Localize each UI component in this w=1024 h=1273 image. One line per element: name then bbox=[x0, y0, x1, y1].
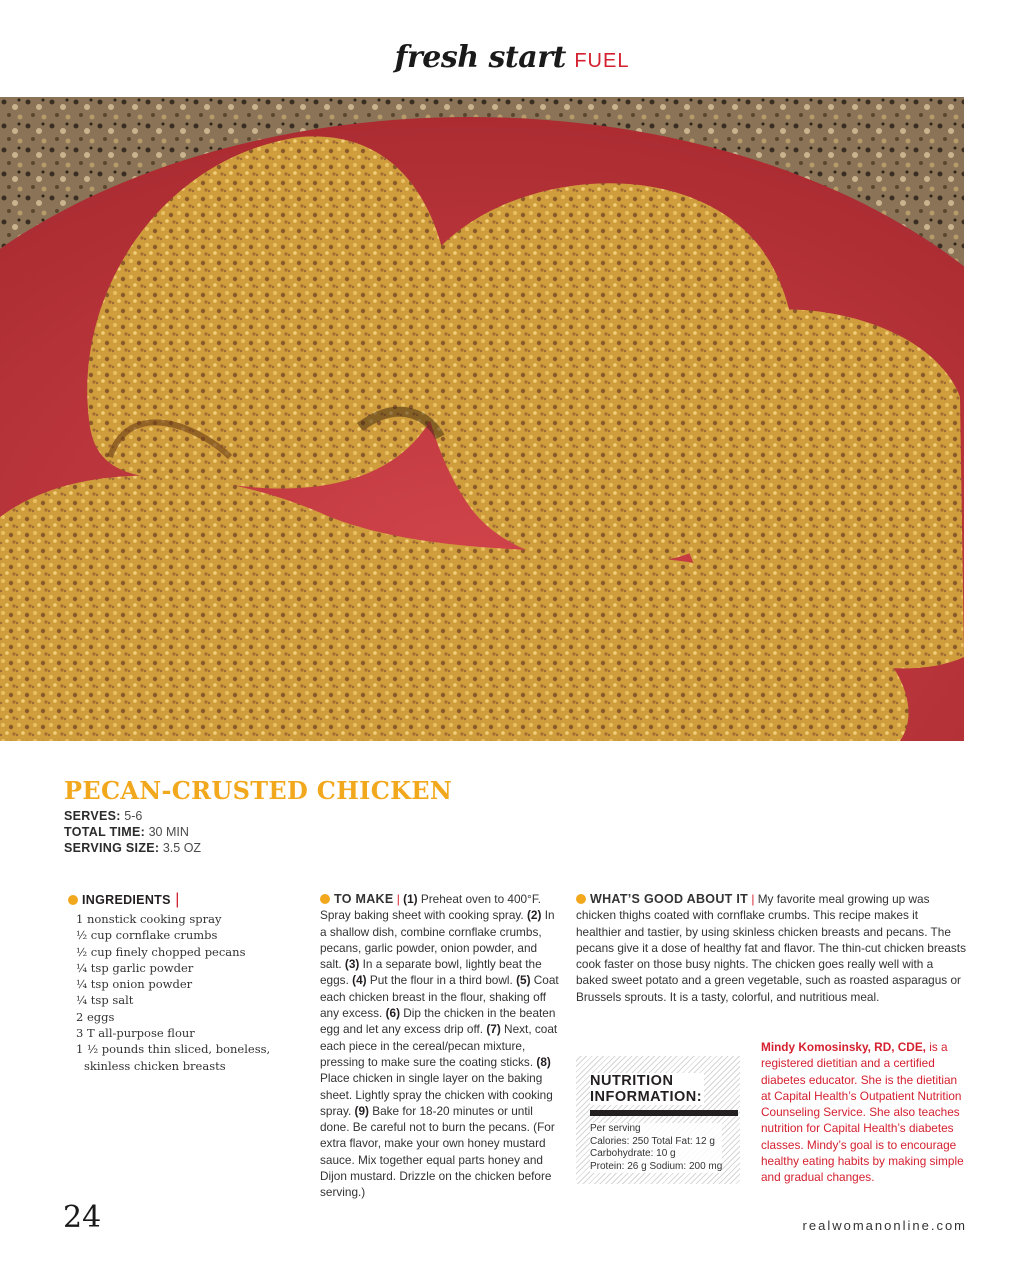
step-number: (5) bbox=[516, 973, 531, 988]
heading-separator: | bbox=[751, 892, 755, 906]
bullet-dot-icon bbox=[320, 894, 330, 904]
step-text: Place chicken in single layer on the baking sheet. Lightly spray the chicken with cooking spray. bbox=[320, 1071, 553, 1118]
heading-separator: | bbox=[396, 892, 400, 906]
to-make-section bbox=[320, 891, 560, 1201]
serving-size-label: SERVING SIZE: bbox=[64, 841, 160, 855]
recipe-photo bbox=[0, 97, 964, 741]
bullet-dot-icon bbox=[68, 895, 78, 905]
ingredients-section bbox=[68, 891, 278, 1074]
step-number: (6) bbox=[385, 1006, 400, 1021]
nutrition-title-line: INFORMATION: bbox=[590, 1089, 703, 1105]
total-time-row bbox=[64, 824, 201, 840]
total-time-label: TOTAL TIME: bbox=[64, 825, 146, 839]
page-number: 24 bbox=[63, 1200, 102, 1235]
step-text: Dip the chicken in the beaten egg and let any excess drip off. bbox=[320, 1006, 556, 1037]
serves-row bbox=[64, 808, 201, 824]
step-text: Put the flour in a third bowl. bbox=[366, 973, 517, 988]
nutrition-line: Calories: 250 Total Fat: 12 g bbox=[590, 1135, 715, 1147]
list-item: ½ cup finely chopped pecans bbox=[76, 944, 246, 959]
nutrition-divider bbox=[590, 1110, 738, 1116]
ingredients-heading-row bbox=[68, 891, 278, 909]
per-serving-label: Per serving bbox=[590, 1123, 641, 1134]
recipe-facts bbox=[64, 808, 201, 856]
author-bio bbox=[761, 1039, 969, 1186]
recipe-title: PECAN-CRUSTED CHICKEN bbox=[64, 776, 453, 805]
serves-label: SERVES: bbox=[64, 809, 121, 823]
step-number: (9) bbox=[354, 1103, 369, 1118]
step-text: In a separate bowl, lightly beat the eggs. bbox=[320, 957, 542, 988]
bullet-dot-icon bbox=[576, 894, 586, 904]
step-text: In a shallow dish, combine cornflake crumbs, pecans, garlic powder, onion powder, and salt. bbox=[320, 908, 555, 972]
step-number: (3) bbox=[344, 957, 360, 972]
ingredients-list bbox=[76, 911, 278, 1074]
total-time-value: 30 MIN bbox=[148, 825, 189, 839]
to-make-heading: TO MAKE bbox=[334, 892, 394, 906]
list-item: ¼ tsp onion powder bbox=[76, 977, 193, 992]
step-number: (4) bbox=[352, 973, 367, 988]
brand-logo: fresh start bbox=[394, 40, 566, 75]
whats-good-section bbox=[576, 891, 966, 1005]
step-number: (2) bbox=[527, 908, 542, 923]
list-item: 3 T all-purpose flour bbox=[76, 1026, 195, 1041]
website-url: realwomanonline.com bbox=[802, 1218, 967, 1233]
nutrition-details bbox=[590, 1123, 722, 1173]
ingredients-heading: INGREDIENTS bbox=[82, 893, 171, 907]
step-text: Bake for 18-20 minutes or until done. Be careful not to burn the pecans. (For extra flavor, make your own honey mustard sauce. Mix together equal parts honey and Dijon mustard. Drizzle on the chicken before serving.) bbox=[320, 1103, 555, 1200]
nutrition-line: Protein: 26 g Sodium: 200 mg bbox=[590, 1160, 723, 1172]
nutrition-title bbox=[590, 1073, 704, 1105]
heading-separator: | bbox=[175, 891, 180, 908]
serving-size-value: 3.5 OZ bbox=[162, 841, 202, 855]
list-item: 1 ½ pounds thin sliced, boneless, skinless chicken breasts bbox=[76, 1042, 271, 1073]
list-item: ¼ tsp garlic powder bbox=[76, 960, 194, 975]
step-number: (8) bbox=[536, 1054, 551, 1069]
section-label: FUEL bbox=[574, 50, 630, 72]
whats-good-text: My favorite meal growing up was chicken thighs coated with cornflake crumbs. This recipe makes it healthier and tastier, by using skinless chicken breasts and pecans. The pecans give it a dose of healthy fat and flavor. The thin-cut chicken breasts cook faster on those busy nights. The chicken goes really well with a baked sweet potato and a green vegetable, such as roasted asparagus or Brussels sprouts. It is a tasty, colorful, and nutritious meal. bbox=[576, 892, 966, 1004]
masthead bbox=[0, 40, 1024, 75]
list-item: ½ cup cornflake crumbs bbox=[76, 928, 218, 943]
step-text: Preheat oven to 400°F. Spray baking sheet with cooking spray. bbox=[320, 892, 542, 923]
step-text: Coat each chicken breast in the flour, shaking off any excess. bbox=[320, 973, 559, 1021]
serving-size-row bbox=[64, 840, 201, 856]
nutrition-box bbox=[576, 1056, 740, 1184]
list-item: 2 eggs bbox=[76, 1009, 115, 1024]
list-item: ¼ tsp salt bbox=[76, 993, 134, 1008]
serves-value: 5-6 bbox=[124, 809, 143, 823]
step-text: Next, coat each piece in the cereal/pecan mixture, pressing to make sure the coating sticks. bbox=[320, 1022, 558, 1069]
nutrition-title-line: NUTRITION bbox=[590, 1073, 674, 1089]
nutrition-line: Carbohydrate: 10 g bbox=[590, 1148, 676, 1159]
fried-chicken-photo-icon bbox=[0, 97, 964, 741]
step-number: (7) bbox=[486, 1022, 501, 1037]
whats-good-heading: WHAT’S GOOD ABOUT IT bbox=[590, 892, 749, 906]
step-number: (1) bbox=[403, 892, 418, 906]
author-name: Mindy Komosinsky, RD, CDE, bbox=[761, 1040, 926, 1054]
author-bio-text: is a registered dietitian and a certified diabetes educator. She is the dietitian at Capital Health’s Outpatient Nutrition Counseling Service. She also teaches nutrition for Capital Health’s diabetes classes. Mindy’s goal is to encourage healthy eating habits by making simple and gradual changes. bbox=[761, 1040, 964, 1185]
list-item: 1 nonstick cooking spray bbox=[76, 912, 222, 926]
